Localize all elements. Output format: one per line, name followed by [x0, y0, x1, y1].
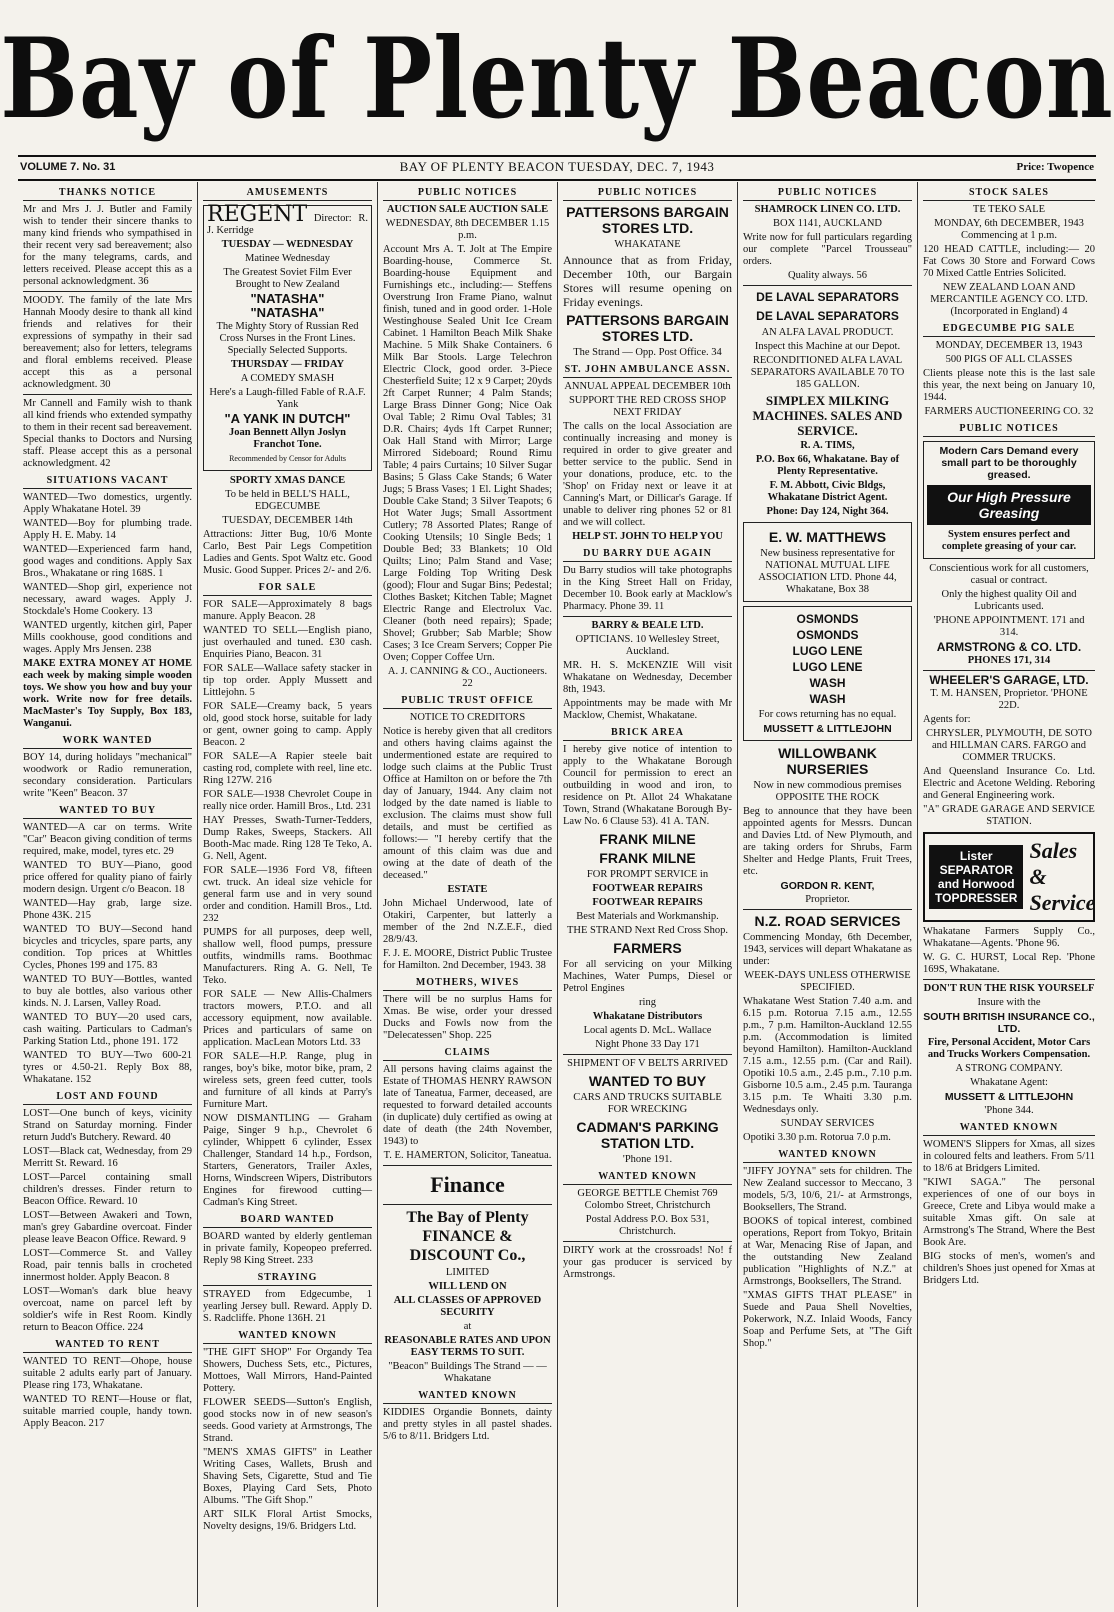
grade: "A" GRADE GARAGE AND SERVICE STATION.	[923, 804, 1095, 827]
estate: ESTATE	[447, 884, 488, 895]
classified: LOST—Woman's dark blue heavy overcoat, name on parcel left by soldier's wife in Rest Room. Kindly return to Beacon Office. 224	[23, 1286, 192, 1333]
finance-rates: REASONABLE RATES AND UPON EASY TERMS TO SUIT.	[384, 1335, 551, 1358]
south-british: SOUTH BRITISH INSURANCE CO., LTD.	[923, 1011, 1095, 1035]
film-title: "A YANK IN DUTCH"	[224, 411, 351, 426]
heading-public-trust: PUBLIC TRUST OFFICE	[383, 695, 552, 709]
brick-body: I hereby give notice of intention to apply to the Whakatane Borough Council for permission to erect an outbuilding in wood and iron, to residence on Pt. Allot 24 Whakatane Town, Strand (Whakatane Borough By-Law No. 6 Clause 53). 41 A. TAN.	[563, 744, 732, 827]
film-title: "NATASHA"	[250, 305, 325, 320]
pattersons-body: Announce that as from Friday, December 10th, our Bargain Stores will resume opening on Friday evenings.	[563, 253, 732, 309]
comedy: A COMEDY SMASH	[240, 373, 335, 384]
classified: DIRTY work at the crossroads! No! f your gas producer is serviced by Armstrongs.	[563, 1245, 732, 1280]
milne-title: FRANK MILNE	[599, 831, 696, 847]
road-intro: Commencing Monday, 6th December, 1943, services will depart Whakatane as under:	[743, 932, 912, 967]
reconditioned: RECONDITIONED ALFA LAVAL SEPARATORS AVAILABLE 70 TO 185 GALLON.	[750, 355, 905, 390]
sale-date: MONDAY, 6th DECEMBER, 1943 Commencing at 1 p.m.	[934, 218, 1084, 241]
heading-public-notices: PUBLIC NOTICES	[563, 187, 732, 201]
auction-date: WEDNESDAY, 8th DECEMBER 1.15 p.m.	[385, 218, 550, 241]
classified: WOMEN'S Slippers for Xmas, all sizes in coloured felts and leathers. From 5/11 to 18/6 at Bridgers Limited.	[923, 1139, 1095, 1174]
trustee: F. J. E. MOORE, District Public Trustee for Hamilton. 2nd December, 1943. 38	[383, 948, 552, 971]
hansen: T. M. HANSEN, Proprietor. 'PHONE 22D.	[930, 688, 1088, 711]
cast: Joan Bennett Allyn Joslyn Franchot Tone.	[229, 427, 346, 450]
classified: NOW DISMANTLING — Graham Paige, Singer 9 h.p., Chevrolet 6 cylinder, Whippett 6 cylinder, Essex Challenger, Standard 14 h.p., Fordson, Starters, Generators, Trailer Axles, Horns, Windscreen Wipers, Distributors Engines for firewood cutting—Cadman's King Street.	[203, 1113, 372, 1208]
regent-title: REGENT	[207, 202, 308, 227]
pattersons-title: PATTERSONS BARGAIN STORES LTD.	[566, 312, 729, 344]
sales-service: Sales & Service	[1029, 838, 1096, 915]
classified: WANTED TO BUY—Second hand bicycles and tricycles, spare parts, any condition. Top prices at Whittles Cycles, Phones 199 and 175. 83	[23, 924, 192, 971]
pigs: 500 PIGS OF ALL CLASSES	[945, 354, 1073, 365]
classified: WANTED TO RENT—Ohope, house suitable 2 adults early part of January. Please ring 173, Whakatane.	[23, 1356, 192, 1391]
price: Price: Twopence	[1016, 161, 1094, 173]
classified: FOR SALE—Creamy back, 5 years old, good stock horse, suitable for lady or gent, owner going to camp. Apply Beacon. 2	[203, 701, 372, 748]
dont-run: DON'T RUN THE RISK YOURSELF	[923, 983, 1095, 994]
milne-address: THE STRAND Next Red Cross Shop.	[566, 925, 728, 936]
classified: FOR SALE—1938 Chevrolet Coupe in really nice order. Hamill Bros., Ltd. 231	[203, 789, 372, 812]
mussett: MUSSETT & LITTLEJOHN	[763, 723, 892, 735]
matthews-ad	[743, 522, 912, 602]
classified: WANTED TO RENT—House or flat, suitable married couple, handy town. Apply Beacon. 217	[23, 1394, 192, 1429]
classified: WANTED—A car on terms. Write "Car" Beacon giving condition of terms required, make, model, tyres etc. 29	[23, 822, 192, 857]
classified: STRAYED from Edgecumbe, 1 yearling Jersey bull. Reward. Apply D. S. Radcliffe. Phone 136H. 21	[203, 1289, 372, 1324]
classified: WANTED TO BUY—20 used cars, cash waiting. Particulars to Cadman's Parking Station Ltd., phone 191. 172	[23, 1012, 192, 1047]
appointment: 'PHONE APPOINTMENT. 171 and 314.	[933, 615, 1085, 638]
premises: Now in new commodious premises OPPOSITE THE ROCK	[753, 780, 902, 803]
auction-body: Account Mrs A. T. Jolt at The Empire Boarding-house, Commerce St. Boarding-house Equipment and Furnishings etc., including:— Steffens Overstrung Iron Frame Piano, walnut finish, tuned and in good order. 1-Hole Westinghouse Sealed Unit Ice Cream Cabinet. 1 Hamilton Beach Milk Shake Machine. 5 Milk Shake Containers. 6 Milk Bar Stools. Large Telechron Electric Clock, good order. 3-Piece Chesterfield Suite; 12 x 9 Carpet; 20yds 2ft Carpet Runner; 4 Palm Stands; Large Brass Dinner Gong; Nice Oak Oval Table; 2 Rimu Oval Tables; 31 D.R. Chairs; 4yds 1ft Carpet Runner; Oak Hall Stand with Mirror; Large Mirrored Sideboard; Round Rimu Table; 4 pairs Curtains; 10 Silver Sugar Basins; 5 Glass Cake Stands; 6 Water Jugs; 5 Brass Vases; 1 El. Light Shades; Double Cake Stand; 3 Silver Teapots; 6 Hot Water Jugs; Small Assortment Cutlery; 78 Assorted Plates; Range of Cooking Utensils; 10 Single Beds; 1 Double Bed; 33 Blankets; 10 Old Quilts; Lino; Palm Stand and Vase; Large Folding Top Writing Desk (good); Flour and Sugar Bins; Pedestal; Clothes Basket; Kitchen Table; Magnet Electric Range and Electrolux Vac. Cleaner (both need repairs); Spade; Shovel; Grubber; Sab Marble; Show Cases; 3 Ice Cream Servers; Copper Pie Oven; Copper Coffee Urn.	[383, 244, 552, 663]
heading-for-sale: FOR SALE	[203, 582, 372, 596]
agent: Whakatane Agent:	[970, 1077, 1048, 1088]
issue-date: BAY OF PLENTY BEACON TUESDAY, DEC. 7, 1943	[399, 159, 715, 174]
column-3	[378, 182, 558, 1607]
classified: "THE GIFT SHOP" For Organdy Tea Showers, Duchess Sets, etc., Pictures, Mottoes, Wall Mirrors, Hand-Painted Pottery.	[203, 1347, 372, 1394]
barry-title: BARRY & BEALE LTD.	[591, 620, 704, 631]
heading-lost: LOST AND FOUND	[23, 1091, 192, 1105]
farmers-auctioneering: FARMERS AUCTIONEERING CO. 32	[924, 406, 1094, 417]
classified: BOOKS of topical interest, combined operations, Report from Tokyo, Britain at War, Menacing Rise of Japan, and the outstanding New Zealand publication "Highlights of N.Z." at Armstrongs, Booksellers, The Strand.	[743, 1216, 912, 1287]
classified: "KIWI SAGA." The personal experiences of one of our boys in Greece, Crete and Libya would make a suitable Xmas gift. On sale at Armstrong's The Strand, Where the Best Book Are.	[923, 1177, 1095, 1248]
heading-stock-sales: STOCK SALES	[923, 187, 1095, 201]
column-4	[558, 182, 738, 1607]
cars-trucks: CARS AND TRUCKS SUITABLE FOR WRECKING	[573, 1092, 722, 1115]
classified: FOR SALE—A Rapier steele bait casting rod, complete with reel, line etc. Ring 127W. 216	[203, 751, 372, 786]
phones: Night Phone 33 Day 171	[595, 1039, 700, 1050]
heading-amusements: AMUSEMENTS	[203, 187, 372, 201]
tagline: Here's a Laugh-filled Fable of R.A.F. Yank	[209, 387, 366, 410]
quality: Quality always. 56	[787, 270, 868, 281]
phone-344: 'Phone 344.	[984, 1105, 1034, 1116]
farmers-supply: Whakatane Farmers Supply Co., Whakatane—Agents. 'Phone 96.	[923, 926, 1095, 949]
heading-public-notices: PUBLIC NOTICES	[743, 187, 912, 201]
finance-limited: LIMITED	[445, 1267, 490, 1278]
heading-situations: SITUATIONS VACANT	[23, 475, 192, 489]
pattersons-location: WHAKATANE	[614, 239, 681, 250]
kent: GORDON R. KENT,	[780, 880, 875, 892]
te-teko: TE TEKO SALE	[972, 204, 1046, 215]
auction-title: AUCTION SALE AUCTION SALE	[386, 204, 549, 215]
column-1	[18, 182, 198, 1607]
classified: WANTED TO SELL—English piano, just overhauled and tuned. £30 cash. Enquiries Piano, Beacon. 31	[203, 625, 372, 660]
heading-thanks: THANKS NOTICE	[23, 187, 192, 201]
classified: MAKE EXTRA MONEY AT HOME each week by making simple wooden toys. We show you how and buy your work. Write now for free details. MacMaster's Toy Supply, Box 183, Wanganui.	[23, 658, 192, 729]
divider	[23, 394, 192, 395]
regent-ad	[203, 202, 372, 471]
farmers-title: FARMERS	[613, 940, 682, 956]
divider	[563, 616, 732, 617]
notice: Mr and Mrs J. J. Butler and Family wish to tender their sincere thanks to many kind friends who sympathised in their recent very sad bereavement; also for the many telegrams, cards, and letters received. Please accept this as a personal acknowledgment. 36	[23, 204, 192, 287]
agents-for: Agents for:	[923, 714, 971, 725]
classified: WANTED TO BUY—Piano, good price offered for quality piano of fairly modern design. Urgent c/o Beacon. 18	[23, 860, 192, 895]
column-6	[918, 182, 1100, 1607]
pattersons-location: The Strand — Opp. Post Office. 34	[573, 347, 722, 358]
pig-date: MONDAY, DECEMBER 13, 1943	[935, 340, 1083, 351]
matinee: Matinee Wednesday	[245, 253, 330, 264]
fire: Fire, Personal Accident, Motor Cars and Trucks Workers Compensation.	[927, 1037, 1091, 1060]
heading-straying: STRAYING	[203, 1272, 372, 1286]
heading-wanted-known: WANTED KNOWN	[203, 1330, 372, 1344]
heading-st-john: ST. JOHN AMBULANCE ASSN.	[563, 364, 732, 378]
sunday: SUNDAY SERVICES	[780, 1118, 875, 1129]
divider	[563, 1241, 732, 1242]
system: System ensures perfect and complete greasing of your car.	[941, 529, 1077, 552]
ring: ring	[639, 997, 656, 1008]
wash: WASH	[809, 676, 846, 690]
hurst: W. G. C. HURST, Local Rep. 'Phone 169S, Whakatane.	[923, 952, 1095, 975]
dance-details: Attractions: Jitter Bug, 10/6 Monte Carlo, Best Pair Legs Competition Ladies and Gents. Spot Waltz etc. Good Music. Good Supper. Prices 2/- and 2/6.	[203, 529, 372, 576]
shamrock-body: Write now for full particulars regarding our complete "Parcel Trousseau" orders.	[743, 232, 912, 267]
st-john-body: The calls on the local Association are continually increasing and money is required in order to give greater and better service to the public. Send in your donations, produce, etc. to the 'Shop' on Friday next or leave it at Canning's Mart, or Dillicar's Garage. If unable to deliver ring phones 52 or 81 and we will collect.	[563, 421, 732, 528]
shamrock-box: BOX 1141, AUCKLAND	[773, 218, 882, 229]
strong-company: A STRONG COMPANY.	[955, 1063, 1063, 1074]
columns	[18, 182, 1100, 1607]
milne-title: FRANK MILNE	[599, 850, 696, 866]
opticians: OPTICIANS. 10 Wellesley Street, Auckland.	[575, 634, 720, 657]
divider	[923, 979, 1095, 980]
heading-wanted-known: WANTED KNOWN	[743, 1149, 912, 1163]
timetable: Whakatane West Station 7.40 a.m. and 6.15 p.m. Rotorua 7.15 a.m., 12.55 p.m., 7 p.m. Hamilton-Auckland 12.55 p.m. (Accommodation is limited beyond Hamilton). Hamilton-Auckland 7.15 a.m., 12.55 p.m. (Car and Rail). Opotiki 10.5 a.m., 2.45 p.m., 7.10 p.m. Gisborne 10.5 a.m., 2.45 p.m. Tauranga 3.15 p.m. Te Whaiti 3.30 p.m. Wednesdays only.	[743, 996, 912, 1115]
column-5	[738, 182, 918, 1607]
heading-board: BOARD WANTED	[203, 1214, 372, 1228]
auctioneers: A. J. CANNING & CO., Auctioneers. 22	[387, 666, 548, 689]
proprietor: Proprietor.	[805, 894, 850, 905]
local-agents: Local agents D. McL. Wallace	[583, 1025, 712, 1036]
armstrong-phones: PHONES 171, 314	[967, 655, 1051, 666]
abbott: F. M. Abbott, Civic Bldgs, Whakatane District Agent.	[767, 480, 888, 503]
divider	[383, 1204, 552, 1205]
tagline: The Greatest Soviet Film Ever Brought to New Zealand	[223, 267, 352, 290]
lugo-lene: LUGO LENE	[792, 660, 863, 674]
classified: PUMPS for all purposes, deep well, shallow well, flood pumps, pressure outfits, windmills rams. Boothmac Manufacturers. Ring A. G. Nell, Te Teko.	[203, 927, 372, 986]
classified: WANTED—Shop girl, experience not necessary, award wages. Apply J. Stockdale's Home Cookery. 13	[23, 582, 192, 617]
clients: Clients please note this is the last sale this year, the next being on January 10, 1944.	[923, 368, 1095, 403]
classified: BIG stocks of men's, women's and children's Shoes just opened for Xmas at Bridgers Ltd.	[923, 1251, 1095, 1286]
finance-address: "Beacon" Buildings The Strand — — Whakatane	[388, 1361, 547, 1384]
modern-cars: Modern Cars Demand every small part to be thoroughly greased.	[939, 445, 1079, 481]
support: SUPPORT THE RED CROSS SHOP NEXT FRIDAY	[568, 395, 727, 418]
tims: R. A. TIMS,	[800, 440, 855, 451]
road-services-title: N.Z. ROAD SERVICES	[754, 913, 901, 929]
divider	[23, 291, 192, 292]
heading-claims: CLAIMS	[383, 1047, 552, 1061]
finance-security: ALL CLASSES OF APPROVED SECURITY	[393, 1295, 542, 1318]
classified: LOST—Between Awakeri and Town, man's grey Gabardine overcoat. Finder please leave Beacon Office. Reward. 9	[23, 1210, 192, 1245]
finance-title: Finance	[430, 1172, 505, 1197]
appointments: Appointments may be made with Mr Macklow, Chemist, Whakatane.	[563, 698, 732, 721]
classified: FOR SALE — New Allis-Chalmers tractors mowers, P.T.O. and all accessory equipment, now available. Prices and particulars of same on application. MacLean Motors Ltd. 33	[203, 989, 372, 1048]
wanted-buy-title: WANTED TO BUY	[588, 1073, 707, 1089]
oil: Only the highest quality Oil and Lubricants used.	[941, 589, 1077, 612]
willowbank-title: WILLOWBANK NURSERIES	[778, 745, 877, 777]
heading-wanted-known: WANTED KNOWN	[563, 1171, 732, 1185]
dance-date: TUESDAY, DECEMBER 14th	[222, 515, 353, 526]
classified: WANTED TO BUY—Bottles, wanted to buy ale bottles, also various other kinds. N. J. Larsen, Valley Road.	[23, 974, 192, 1009]
weekdays: WEEK-DAYS UNLESS OTHERWISE SPECIFIED.	[744, 970, 911, 993]
repairs: FOOTWEAR REPAIRS	[592, 897, 703, 908]
du-barry-body: Du Barry studios will take photographs in the King Street Hall on Friday, December 10. Book early at Macklow's Pharmacy. Phone 39. 11	[563, 565, 732, 612]
heading-rent: WANTED TO RENT	[23, 1339, 192, 1353]
classified: WANTED—Experienced farm hand, good wages and conditions. Apply Sax Bros., Whakatane or ring 168S. 1	[23, 544, 192, 579]
classified: "MEN'S XMAS GIFTS" in Leather Writing Cases, Wallets, Brush and Shaving Sets, Cigarette, Stud and Tie Boxes, Playing Card Sets, Photo Albums. "The Gift Shop."	[203, 1447, 372, 1506]
heading-wanted-known: WANTED KNOWN	[383, 1390, 552, 1404]
finance-lend: WILL LEND ON	[428, 1281, 507, 1292]
classified: WANTED—Two domestics, urgently. Apply Whakatane Hotel. 39	[23, 492, 192, 515]
repairs: FOOTWEAR REPAIRS	[592, 883, 703, 894]
heading-pig-sale: EDGECUMBE PIG SALE	[923, 323, 1095, 337]
simplex: SIMPLEX MILKING MACHINES. SALES AND SERVICE.	[752, 393, 903, 438]
bettle: GEORGE BETTLE Chemist 769 Colombo Street, Christchurch	[577, 1188, 718, 1211]
dance-title: SPORTY XMAS DANCE	[229, 475, 346, 486]
notice: Mr Cannell and Family wish to thank all kind friends who extended sympathy to them in their recent sad bereavement. Special thanks to Doctors and Nursing staff. Please accept this as a personal acknowledgment. 42	[23, 398, 192, 469]
creditors: NOTICE TO CREDITORS	[409, 712, 526, 723]
classified: LOST—Parcel containing small children's dresses. Finder return to Beacon Office. Reward. 10	[23, 1172, 192, 1207]
heading-du-barry: DU BARRY DUE AGAIN	[563, 548, 732, 562]
divider	[383, 1165, 552, 1166]
masthead	[0, 0, 1114, 150]
classified: "XMAS GIFTS THAT PLEASE" in Suede and Paua Shell Novelties, Pokerwork, N.Z. Inlaid Woods, Fancy Soap and Perfume Sets, at "The Gift Shop."	[743, 1290, 912, 1349]
solicitor: T. E. HAMERTON, Solicitor, Taneatua.	[383, 1150, 552, 1161]
armstrong: ARMSTRONG & CO. LTD.	[936, 640, 1082, 654]
heading-brick: BRICK AREA	[563, 727, 732, 741]
classified: BOARD wanted by elderly gentleman in private family, Kopeopeo preferred. Reply 98 King Street. 233	[203, 1231, 372, 1266]
censor: Recommended by Censor for Adults	[229, 454, 346, 463]
pressure-greasing: Our High Pressure Greasing	[927, 485, 1091, 525]
farmers-body: For all servicing on your Milking Machines, Water Pumps, Diesel or Petrol Engines	[563, 959, 732, 994]
insure: Insure with the	[977, 997, 1041, 1008]
dateline	[18, 155, 1096, 181]
nz-loan: NEW ZEALAND LOAN AND MERCANTILE AGENCY CO. LTD. (Incorporated in England) 4	[930, 282, 1088, 317]
greasing-ad	[923, 441, 1095, 559]
classified: FOR SALE—Approximately 8 bags manure. Apply Beacon. 28	[203, 599, 372, 622]
help: HELP ST. JOHN TO HELP YOU	[572, 531, 723, 542]
divider	[563, 1054, 732, 1055]
lister-ad	[923, 832, 1095, 922]
tims-phone: Phone: Day 124, Night 364.	[766, 506, 889, 517]
classified: KIDDIES Organdie Bonnets, dainty and pretty styles in all pastel shades. 5/6 to 8/11. Bridgers Ltd.	[383, 1407, 552, 1442]
prompt: FOR PROMPT SERVICE in	[586, 869, 709, 880]
divider	[743, 909, 912, 910]
masthead-title: Bay of Plenty Beacon	[0, 13, 1114, 144]
tims-box: P.O. Box 66, Whakatane. Bay of Plenty Representative.	[755, 454, 900, 477]
mothers-body: There will be no surplus Hams for Xmas. Be wise, order your dressed Ducks and Fowls now from the "Delecatessen" Shop. 225	[383, 994, 552, 1041]
classified: "JIFFY JOYNA" sets for children. The New Zealand successor to Meccano, 3 models, 5/3, 10/6, 21/- at Armstrongs, Booksellers, The Strand.	[743, 1166, 912, 1213]
osmonds: OSMONDS	[796, 628, 859, 642]
classified: HAY Presses, Swath-Turner-Tedders, Dump Rakes, Sweeps, Stackers. All Booth-Mac made. Ring 128 Te Teko, A. G. Nell, Agent.	[203, 815, 372, 862]
classified: BOY 14, during holidays "mechanical" woodwork or Radio remuneration, secondary consideration. Particulars write "Keen" Beacon. 37	[23, 752, 192, 799]
postal: Postal Address P.O. Box 531, Christchurch.	[585, 1214, 710, 1237]
film-desc: The Mighty Story of Russian Red Cross Nurses in the Front Lines. Specially Selected Supports.	[216, 321, 359, 356]
lister-logo: Lister SEPARATOR and Horwood TOPDRESSER	[929, 845, 1023, 909]
film-title: "NATASHA"	[250, 291, 325, 306]
classified: WANTED—Boy for plumbing trade. Apply H. E. Maby. 14	[23, 518, 192, 541]
v-belts: SHIPMENT OF V BELTS ARRIVED	[567, 1058, 728, 1069]
heading-wanted-known: WANTED KNOWN	[923, 1122, 1095, 1136]
mckenzie: MR. H. S. McKENZIE Will visit Whakatane on Wednesday, December 8th, 1943.	[563, 660, 732, 695]
cadman-phone: 'Phone 191.	[622, 1154, 673, 1165]
shamrock-title: SHAMROCK LINEN CO. LTD.	[754, 204, 901, 215]
pattersons-title: PATTERSONS BARGAIN STORES LTD.	[566, 204, 729, 236]
claims-body: All persons having claims against the Estate of THOMAS HENRY RAWSON late of Taneatua, Farmer, deceased, are requested to forward detailed accounts (in duplicate) duly certified as owing at date of death (the 24th November, 1943) to	[383, 1064, 552, 1147]
wash: WASH	[809, 692, 846, 706]
queensland: And Queensland Insurance Co. Ltd. Electric and Acetone Welding. Reboring and General Engineering work.	[923, 766, 1095, 801]
conscientious: Conscientious work for all customers, casual or contract.	[929, 563, 1089, 586]
trust-body: Notice is hereby given that all creditors and others having claims against the undermentioned estate are required to lodge such claims at the Public Trust Office at Hamilton on or before the 7th day of January, 1944. Any claim not lodged by the date named is liable to exclusion. The claims must show full details, and must be certified as follows:— "I hereby certify that the amount of this claim was due and owing at the date of death of the deceased."	[383, 726, 552, 881]
finance-at: at	[463, 1321, 472, 1332]
laval-title: DE LAVAL SEPARATORS	[756, 290, 899, 304]
classified: WANTED—Hay grab, large size. Phone 43K. 215	[23, 898, 192, 921]
classified: WANTED TO BUY—Two 600-21 tyres or 4.50-21. Reply Box 88, Whakatane. 152	[23, 1050, 192, 1085]
classified: FLOWER SEEDS—Sutton's English, good stocks now in of new season's seeds. Good variety at Armstrongs, The Strand.	[203, 1397, 372, 1444]
classified: WANTED urgently, kitchen girl, Paper Mills cookhouse, good conditions and wages. Apply Mrs Jensen. 238	[23, 620, 192, 655]
volume-number: VOLUME 7. No. 31	[20, 161, 116, 173]
classified: LOST—One bunch of keys, vicinity Strand on Saturday morning. Finder return Judd's Butchery. Reward. 40	[23, 1108, 192, 1143]
lugo-lene: LUGO LENE	[792, 644, 863, 658]
matthews-title: E. W. MATTHEWS	[768, 529, 887, 545]
estate-body: John Michael Underwood, late of Otakiri, Carpenter, but latterly a member of the 2nd N.Z.E.F., died 28/9/43.	[383, 898, 552, 945]
classified: LOST—Black cat, Wednesday, from 29 Merritt St. Reward. 16	[23, 1146, 192, 1169]
alfa: AN ALFA LAVAL PRODUCT.	[761, 327, 894, 338]
heading-public-notices: PUBLIC NOTICES	[923, 423, 1095, 437]
heading-mothers: MOTHERS, WIVES	[383, 977, 552, 991]
osmonds-ad	[743, 606, 912, 741]
appeal: ANNUAL APPEAL DECEMBER 10th	[564, 381, 731, 392]
matthews-body: New business representative for NATIONAL MUTUAL LIFE ASSOCIATION LTD. Phone 44, Whakatane, Box 38	[758, 548, 897, 595]
cows: For cows returning has no equal.	[758, 709, 897, 720]
divider	[923, 670, 1095, 671]
wheelers: WHEELER'S GARAGE, LTD.	[929, 673, 1089, 687]
days: TUESDAY — WEDNESDAY	[221, 239, 354, 250]
divider	[743, 285, 912, 286]
classified: ART SILK Floral Artist Smocks, Novelty designs, 19/6. Bridgers Ltd.	[203, 1509, 372, 1532]
cadman-title: CADMAN'S PARKING STATION LTD.	[576, 1119, 719, 1151]
heading-work: WORK WANTED	[23, 735, 192, 749]
mussett: MUSSETT & LITTLEJOHN	[944, 1091, 1074, 1103]
classified: FOR SALE—Wallace safety stacker in tip top order. Apply Mussett and Littlejohn. 5	[203, 663, 372, 698]
column-2	[198, 182, 378, 1607]
makes: CHRYSLER, PLYMOUTH, DE SOTO and HILLMAN CARS. FARGO and COMMER TRUCKS.	[926, 728, 1092, 763]
classified: FOR SALE—H.P. Range, plug in ranges, boy's bike, motor bike, pram, 2 wireless sets, green feed cutter, tools and furniture of all kinds at Parry's Furniture Mart.	[203, 1051, 372, 1110]
director: Director: R. J. Kerridge	[207, 213, 368, 236]
heading-public-notices: PUBLIC NOTICES	[383, 187, 552, 201]
materials: Best Materials and Workmanship.	[576, 911, 719, 922]
heading-wanted-buy: WANTED TO BUY	[23, 805, 192, 819]
finance-company: The Bay of Plenty FINANCE & DISCOUNT Co.,	[406, 1209, 529, 1264]
dance-venue: To be held in BELL'S HALL, EDGECUMBE	[225, 489, 350, 512]
cattle: 120 HEAD CATTLE, including:— 20 Fat Cows 30 Store and Forward Cows 70 Mixed Cattle Entries Solicited.	[923, 244, 1095, 279]
classified: FOR SALE—1936 Ford V8, fifteen cwt. truck. An ideal size vehicle for general farm use and in very sound order and condition. Hamill Bros., Ltd. 232	[203, 865, 372, 924]
inspect: Inspect this Machine at our Depot.	[754, 341, 901, 352]
days: THURSDAY — FRIDAY	[230, 359, 345, 370]
notice: MOODY. The family of the late Mrs Hannah Moody desire to thank all kind friends and relatives for their expressions of sympathy in their sad bereavement; also for letters, telegrams and floral emblems received. Please accept this as a personal acknowledgment. 30	[23, 295, 192, 390]
osmonds: OSMONDS	[796, 612, 859, 626]
distributors: Whakatane Distributors	[592, 1011, 703, 1022]
willowbank-body: Beg to announce that they have been appointed agents for Messrs. Duncan and Davies Ltd. of New Plymouth, and are taking orders for Shrubs, Farm Shelter and Hedge Plants, Fruit Trees, etc.	[743, 806, 912, 877]
laval-title: DE LAVAL SEPARATORS	[756, 309, 899, 323]
classified: LOST—Commerce St. and Valley Road, pair tennis balls in crocheted innermost holder. Apply Beacon. 8	[23, 1248, 192, 1283]
sunday-body: Opotiki 3.30 p.m. Rotorua 7.0 p.m.	[743, 1132, 891, 1143]
